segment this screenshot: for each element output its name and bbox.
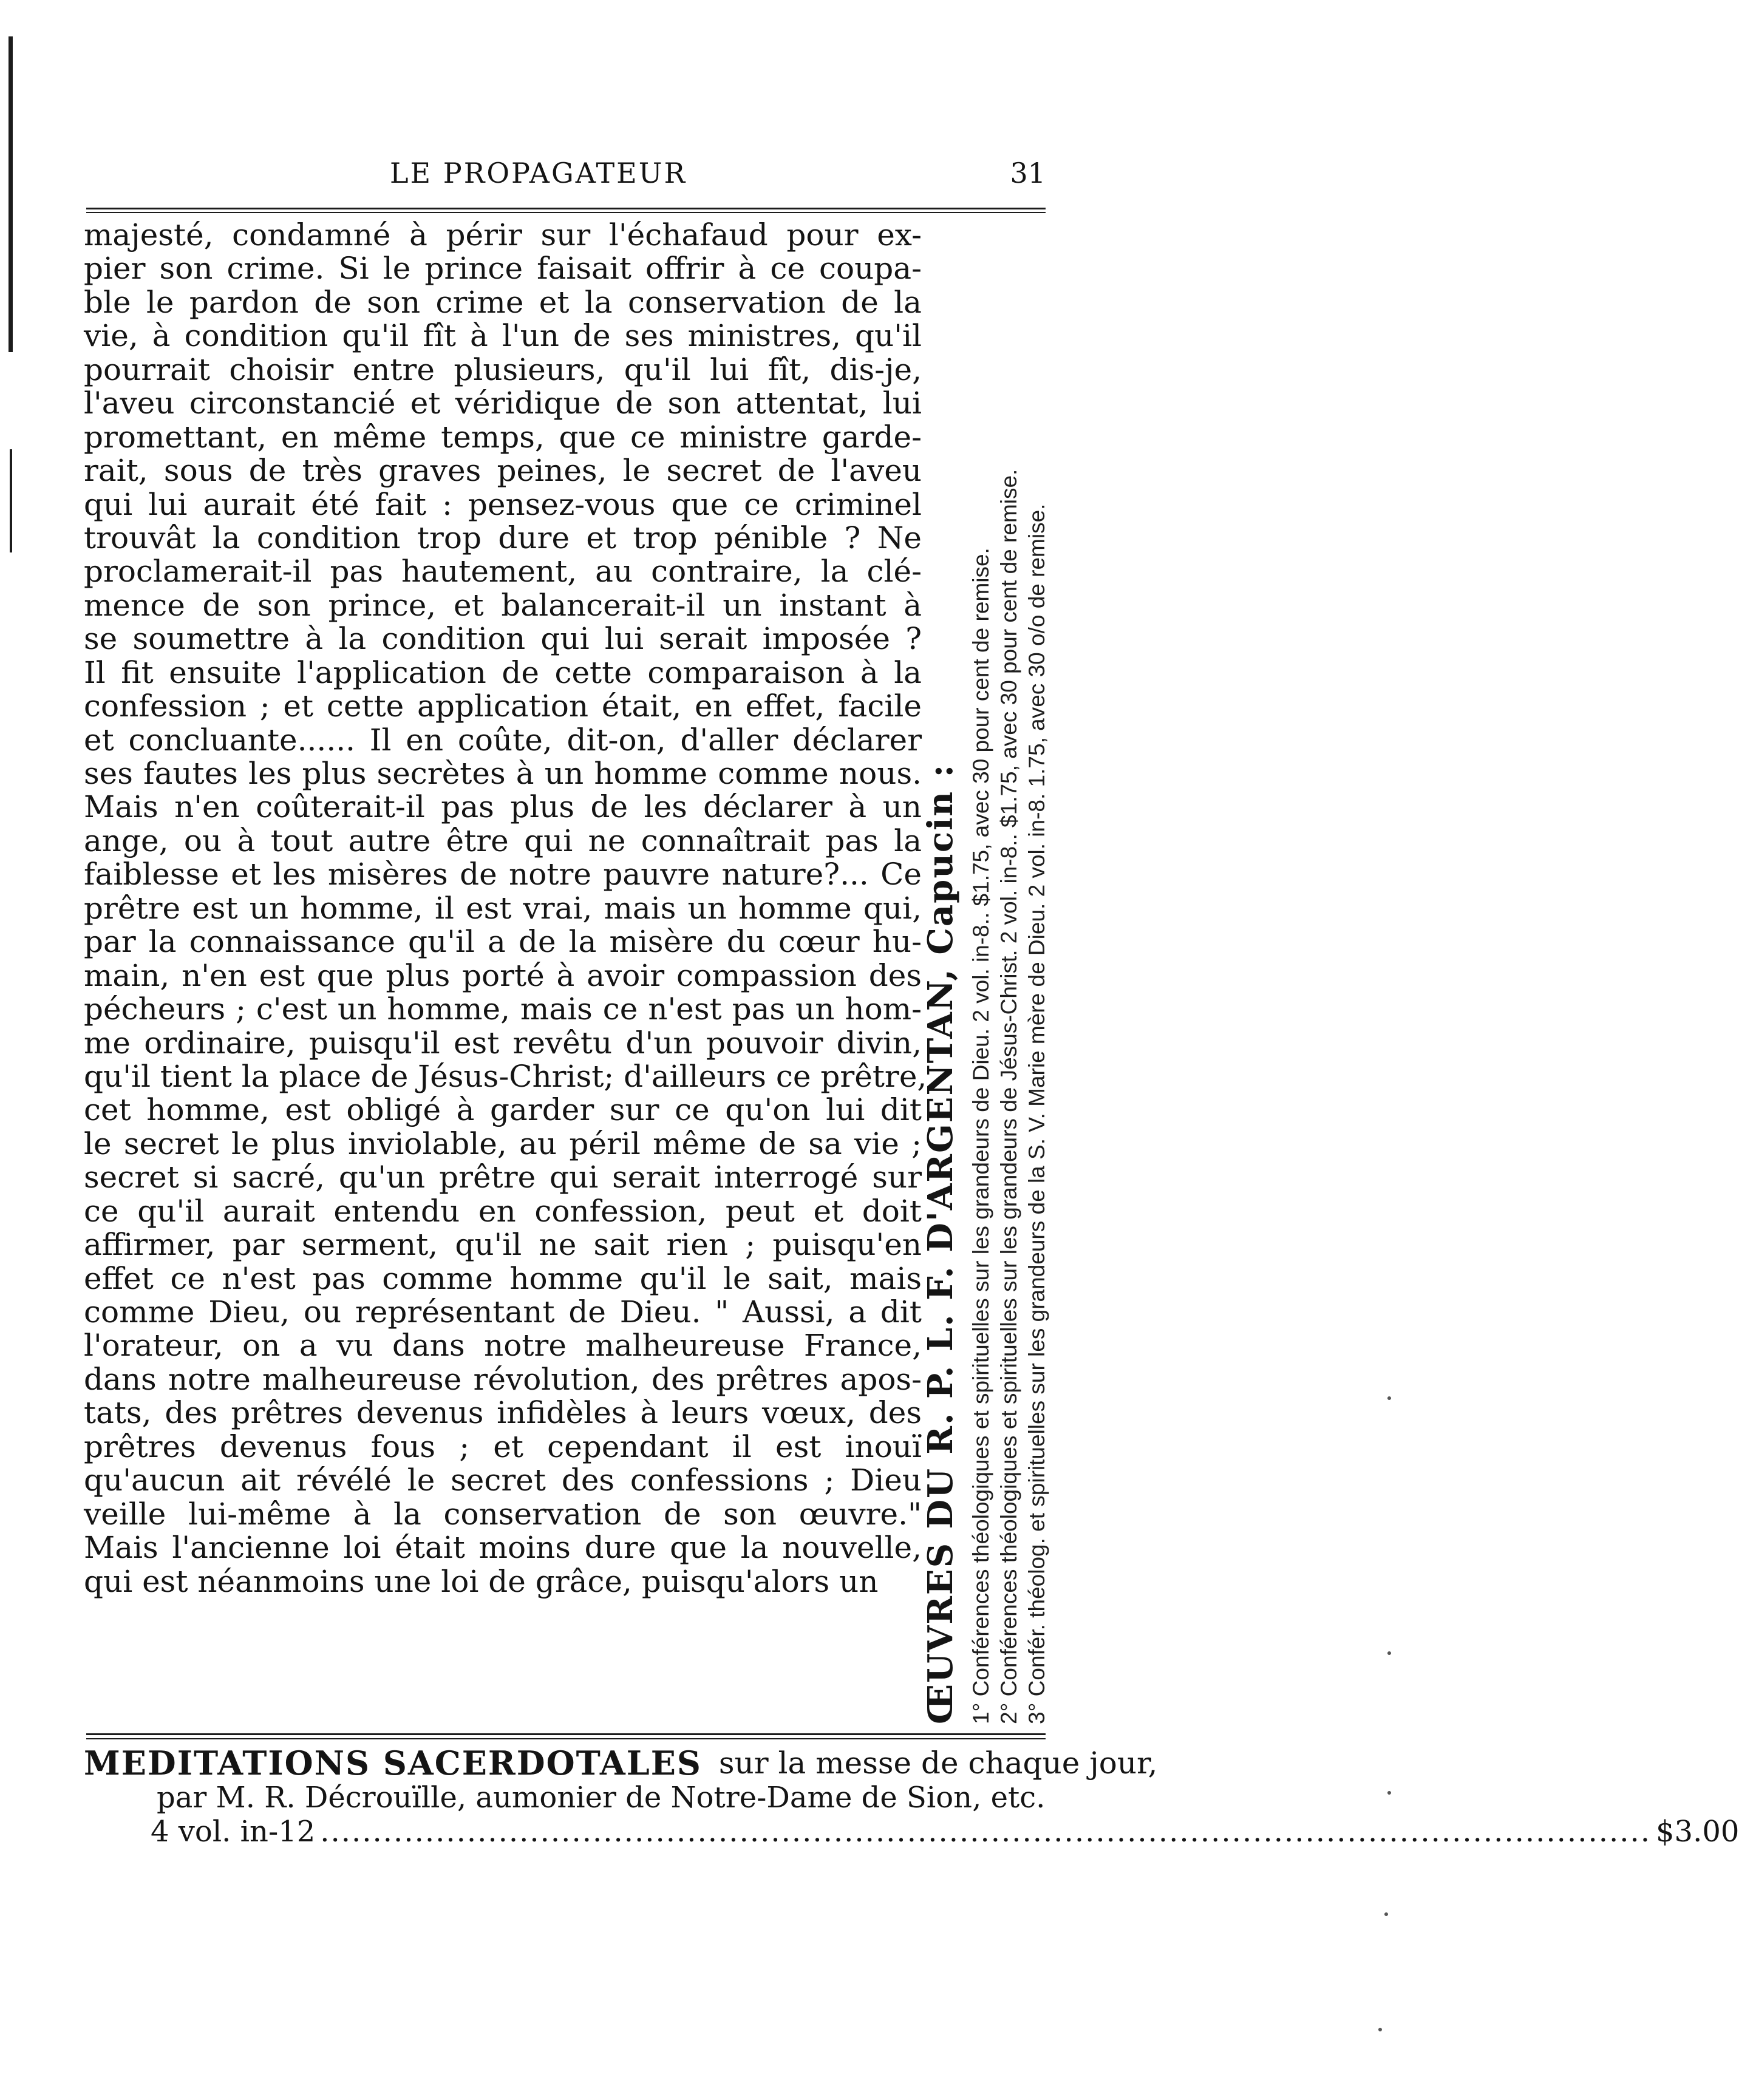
page-number: 31 <box>1010 157 1046 189</box>
advert-volumes: 4 vol. in-12 <box>151 1815 316 1849</box>
text-line: trouvât la condition trop dure et trop pénible ? Ne <box>84 520 922 556</box>
text-line: Mais l'ancienne loi était moins dure que la nouvelle, <box>84 1530 922 1566</box>
scan-edge-mark <box>10 449 12 552</box>
text-line: le secret le plus inviolable, au péril même de sa vie ; <box>84 1126 922 1161</box>
scan-speck <box>1387 1396 1391 1400</box>
text-line: et concluante...... Il en coûte, dit-on, d'aller déclarer <box>84 722 922 758</box>
text-line: faiblesse et les misères de notre pauvre nature?... Ce <box>84 857 922 892</box>
text-line: qu'il tient la place de Jésus-Christ; d'ailleurs ce prêtre, <box>84 1058 927 1094</box>
text-line: me ordinaire, puisqu'il est revêtu d'un pouvoir divin, <box>84 1025 922 1061</box>
scan-speck <box>1378 2028 1382 2031</box>
advert-line-2: par M. R. Décrouïlle, aumonier de Notre-Dame de Sion, etc. <box>157 1781 1046 1815</box>
sidebar-item: 1° Conférences théologiques et spirituelles sur les grandeurs de Dieu. 2 vol. in-8.. $1.75, avec 30 pour cent de remise. <box>968 548 993 1724</box>
body-text <box>84 217 927 1599</box>
text-line: l'aveu circonstancié et véridique de son attentat, lui <box>84 386 922 421</box>
text-line: cet homme, est obligé à garder sur ce qu'on lui dit <box>84 1092 922 1128</box>
text-line: par la connaissance qu'il a de la misère du cœur hu- <box>84 924 922 960</box>
text-line: majesté, condamné à périr sur l'échafaud pour ex- <box>84 217 922 253</box>
text-line: tats, des prêtres devenus infidèles à leurs vœux, des <box>84 1395 922 1431</box>
sidebar-advert <box>914 231 1053 1724</box>
scan-speck <box>1387 1651 1391 1655</box>
text-line: Il fit ensuite l'application de cette comparaison à la <box>84 654 922 690</box>
text-line: main, n'en est que plus porté à avoir compassion des <box>84 957 922 993</box>
text-line: pier son crime. Si le prince faisait offrir à ce coupa- <box>84 251 922 287</box>
scan-edge-mark <box>9 36 13 352</box>
text-line: rait, sous de très graves peines, le secret de l'aveu <box>84 453 922 489</box>
text-line: qui lui aurait été fait : pensez-vous que ce criminel <box>84 486 922 522</box>
text-line: Mais n'en coûterait-il pas plus de les déclarer à un <box>84 789 922 825</box>
text-line: veille lui-même à la conservation de son œuvre." <box>84 1496 922 1532</box>
sidebar-item: 3° Confér. théolog. et spirituelles sur les grandeurs de la S. V. Marie mère de Dieu. 2 vol. in-8. 1.75, avec 30 o/o de remise. <box>1024 503 1049 1724</box>
text-line: l'orateur, on a vu dans notre malheureuse France, <box>84 1328 922 1364</box>
advert-title: MEDITATIONS SACERDOTALES <box>84 1744 702 1782</box>
text-line: confession ; et cette application était, en effet, facile <box>84 688 922 724</box>
scan-speck <box>1387 1791 1391 1795</box>
text-line: qui est néanmoins une loi de grâce, puisqu'alors un <box>84 1563 879 1599</box>
text-line: prêtres devenus fous ; et cependant il est inouï <box>84 1429 922 1464</box>
text-line: proclamerait-il pas hautement, au contraire, la clé- <box>84 554 922 590</box>
text-line: ble le pardon de son crime et la conservation de la <box>84 284 922 320</box>
advert-price: $3.00 <box>1656 1815 1739 1849</box>
book-advert <box>84 1744 1739 1849</box>
text-line: ange, ou à tout autre être qui ne connaîtrait pas la <box>84 823 922 858</box>
header-rule <box>86 208 1046 213</box>
sidebar-item: 2° Conférences théologiques et spirituelles sur les grandeurs de Jésus-Christ. 2 vol. in-8.. $1.75, avec 30 pour cent de remise. <box>996 469 1021 1724</box>
sidebar-title <box>914 231 967 1724</box>
running-title: LE PROPAGATEUR <box>390 157 687 189</box>
text-line: qu'aucun ait révélé le secret des confessions ; Dieu <box>84 1463 922 1498</box>
sidebar-title-text: ŒUVRES DU R. P. L. F. D'ARGENTAN, <box>921 968 961 1724</box>
text-line: promettant, en même temps, que ce ministre garde- <box>84 419 922 455</box>
text-line: ses fautes les plus secrètes à un homme comme nous. <box>84 756 922 791</box>
text-line: dans notre malheureuse révolution, des prêtres apos- <box>84 1361 922 1397</box>
footer-rule <box>86 1733 1046 1739</box>
advert-leader-dots: ............................................................................................................................... <box>320 1815 1651 1849</box>
scan-speck <box>1384 1912 1388 1916</box>
text-line: prêtre est un homme, il est vrai, mais un homme qui, <box>84 890 922 926</box>
advert-line-3 <box>84 1815 1739 1849</box>
text-line: affirmer, par serment, qu'il ne sait rien ; puisqu'en <box>84 1227 922 1263</box>
text-line: effet ce n'est pas comme homme qu'il le sait, mais <box>84 1260 922 1296</box>
text-line: mence de son prince, et balancerait-il un instant à <box>84 587 922 623</box>
running-head <box>86 157 1046 193</box>
sidebar-subtitle: Capucin : <box>921 763 961 955</box>
text-line: pourrait choisir entre plusieurs, qu'il lui fît, dis-je, <box>84 352 922 387</box>
text-line: pécheurs ; c'est un homme, mais ce n'est pas un hom- <box>84 991 922 1027</box>
text-line: comme Dieu, ou représentant de Dieu. " Aussi, a dit <box>84 1294 922 1330</box>
text-line: se soumettre à la condition qui lui serait imposée ? <box>84 621 922 657</box>
text-line: secret si sacré, qu'un prêtre qui serait interrogé sur <box>84 1160 922 1195</box>
advert-line-1-text: sur la messe de chaque jour, <box>718 1745 1158 1781</box>
text-line: vie, à condition qu'il fît à l'un de ses ministres, qu'il <box>84 318 922 354</box>
text-line: ce qu'il aurait entendu en confession, peut et doit <box>84 1193 922 1229</box>
advert-line-1 <box>84 1744 1158 1782</box>
